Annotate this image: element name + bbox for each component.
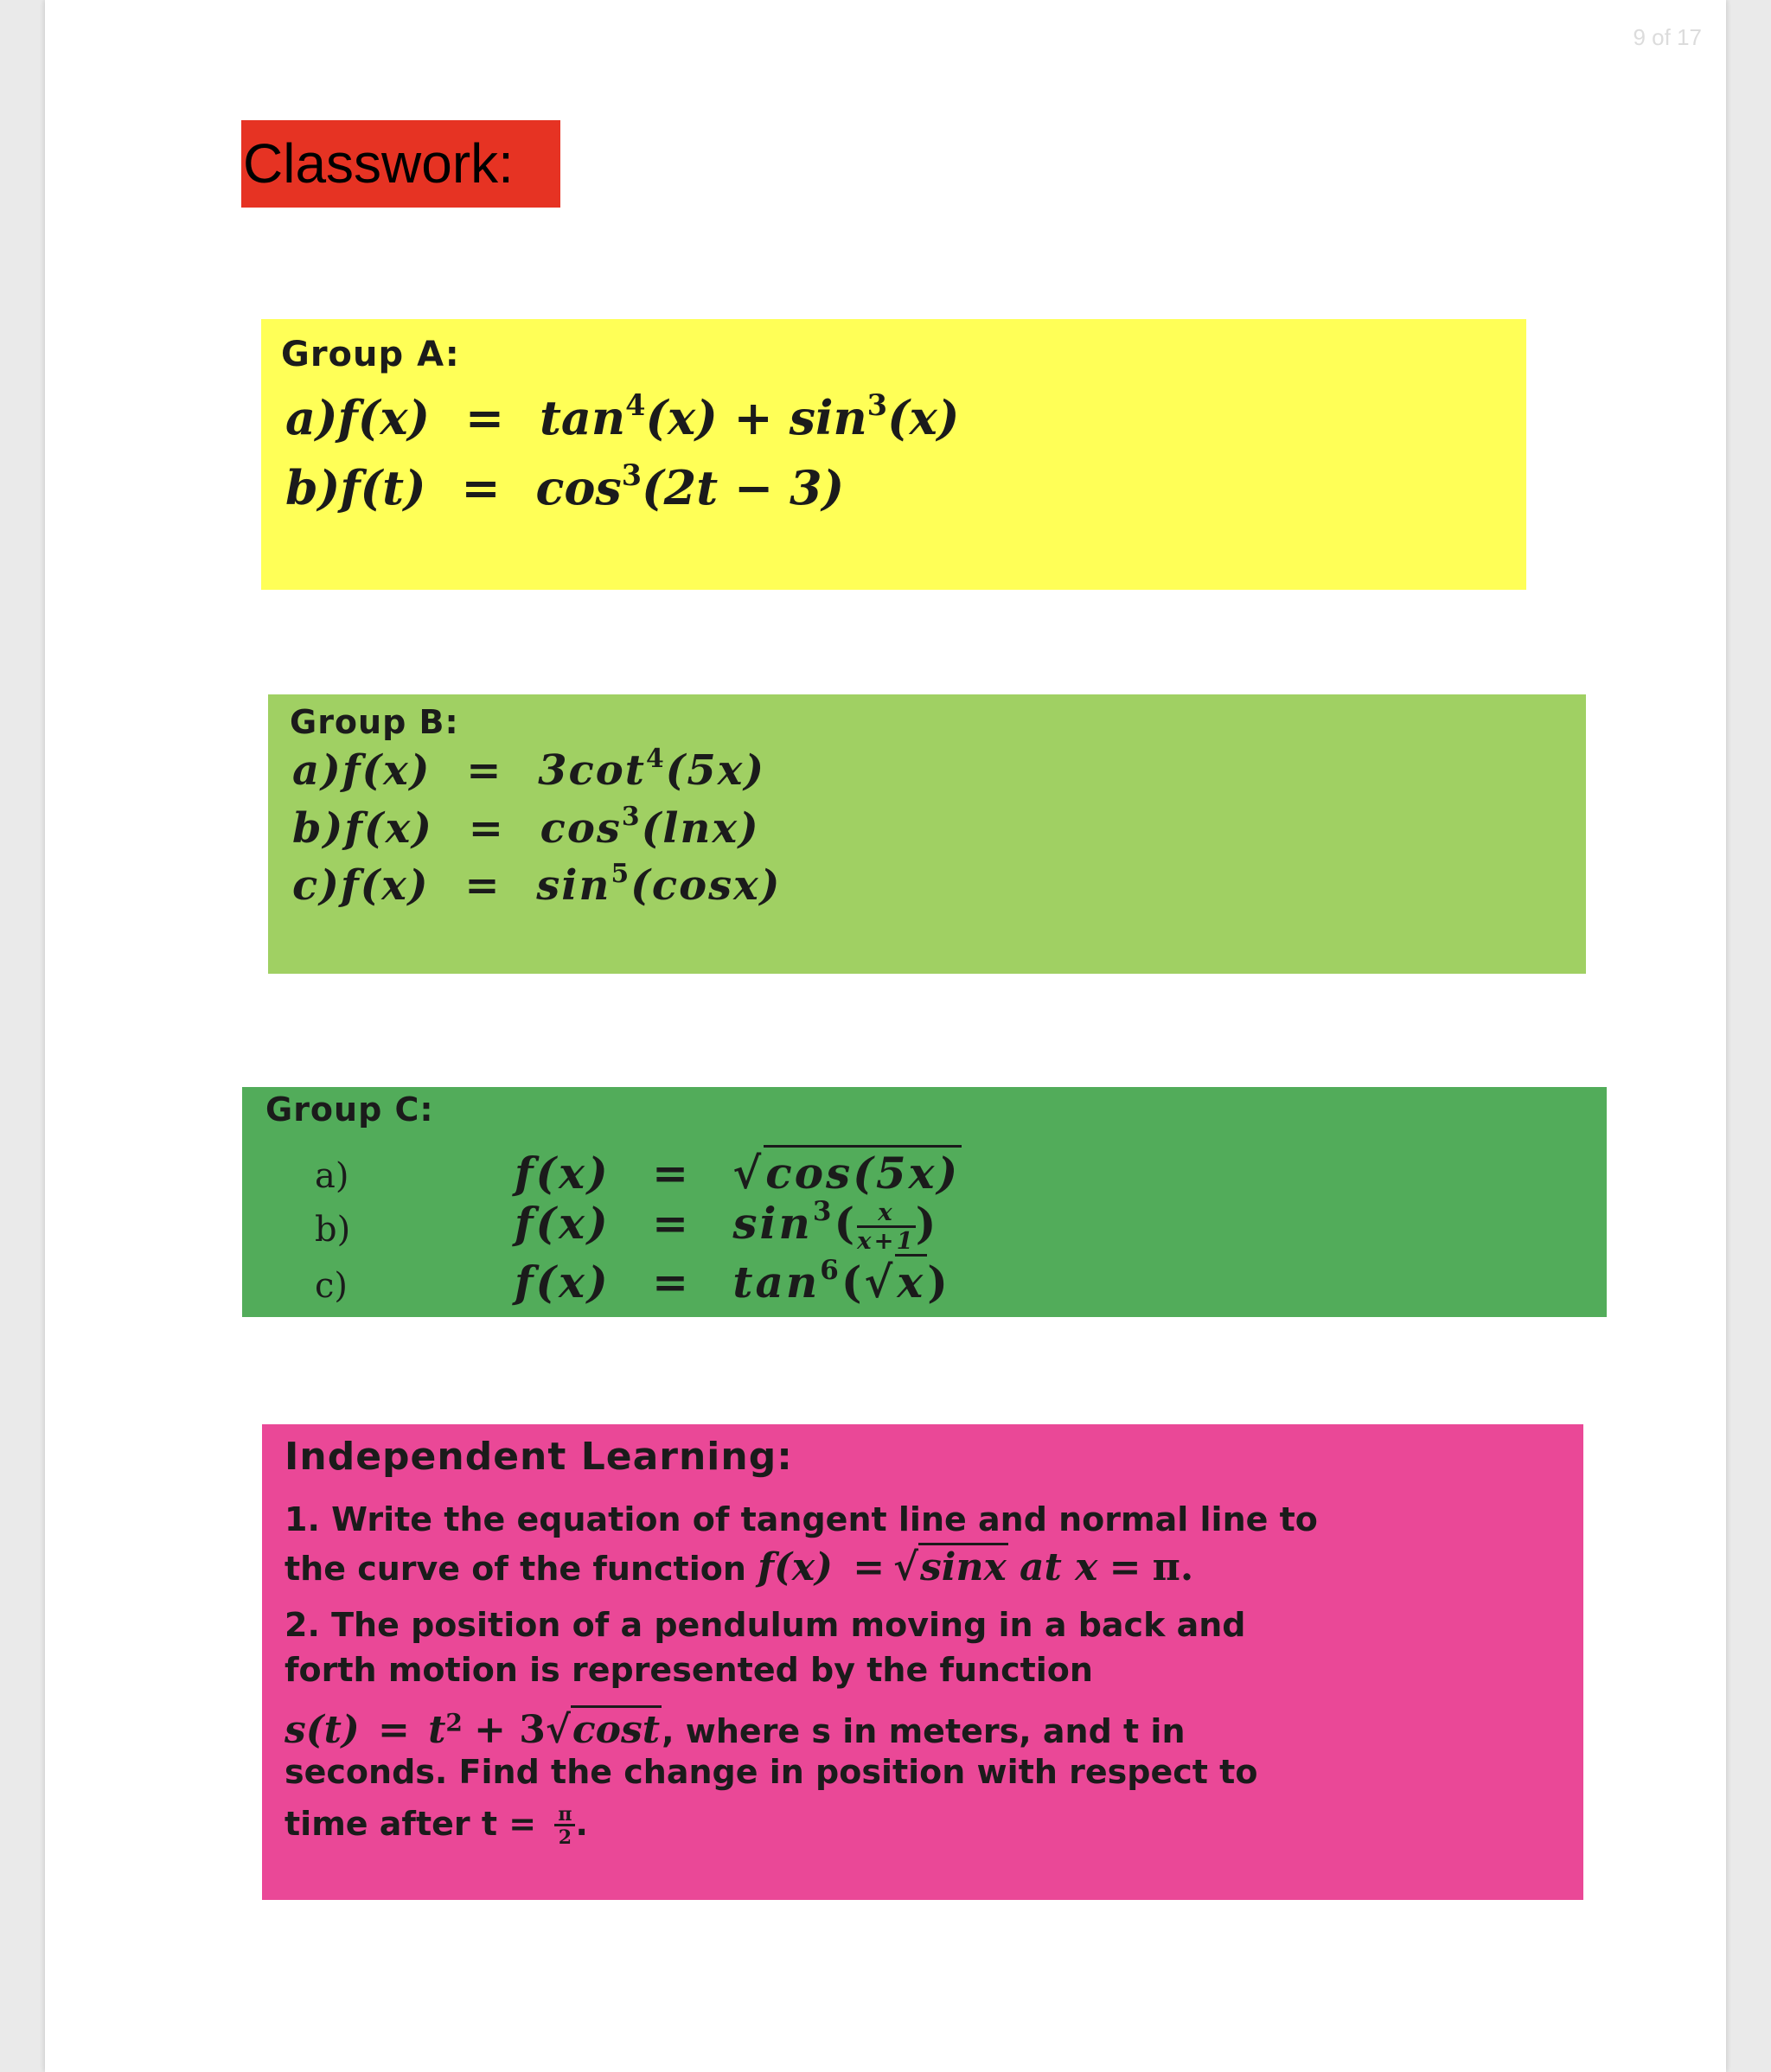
group-b-heading: Group B:: [290, 703, 459, 741]
q2-line-4: seconds. Find the change in position with respect to: [285, 1753, 1258, 1791]
q1-line-1: 1. Write the equation of tangent line and normal line to: [285, 1500, 1318, 1538]
independent-learning-box: [262, 1424, 1583, 1900]
group-c-item-c: $f(x) = \tan^6(√x)$: [515, 1255, 950, 1308]
group-c-label-c: c): [315, 1266, 348, 1306]
group-a-item-b: $b)f(t) = \cos^3(2t - 3)$: [285, 457, 845, 515]
group-a-heading: Group A:: [281, 335, 460, 374]
sqrt-icon: √: [732, 1148, 764, 1199]
independent-heading: Independent Learning:: [285, 1435, 793, 1479]
group-c-label-a: a): [315, 1156, 349, 1196]
item-lhs: f(x): [337, 390, 431, 445]
group-a-item-a: $a)f(x) = \tan^4(x) + \sin^3(x)$: [285, 387, 960, 445]
group-c-item-b: $f(x) = \sin^3$( $\frac{x}{x+1}$ ): [515, 1196, 939, 1255]
document-page: [45, 0, 1726, 2072]
sqrt-icon: √: [893, 1545, 918, 1589]
group-b-box: [268, 694, 1586, 974]
q2-line-5: time after t = $\frac{\pi}{2}$ .: [285, 1803, 588, 1849]
group-b-item-c: $c)f(x) = \sin^5(\cos x)$: [292, 859, 782, 910]
q1-line-2: the curve of the function f(x) = √sinx at x = π.: [285, 1545, 1193, 1589]
group-c-heading: Group C:: [265, 1090, 434, 1129]
group-c-label-b: b): [315, 1210, 351, 1250]
group-c-item-a: f(x) = √cos(5x): [515, 1148, 962, 1199]
group-c-box: [242, 1087, 1607, 1317]
item-label: a): [285, 390, 338, 445]
q2-line-1: 2. The position of a pendulum moving in a back and: [285, 1606, 1246, 1644]
group-b-item-b: $b)f(x) = \cos^3(\ln x)$: [292, 802, 760, 853]
page-counter: 9 of 17: [1633, 24, 1702, 50]
q2-line-2: forth motion is represented by the function: [285, 1651, 1093, 1689]
classwork-title: Classwork:: [241, 120, 560, 208]
group-b-item-a: $a)f(x) = 3\cot^4(5x)$: [292, 744, 766, 795]
sqrt-icon: √: [545, 1708, 571, 1752]
sqrt-icon: √: [864, 1257, 896, 1308]
q2-line-3: $s(t) = t^2 + 3√\cos t$, where s in meters, and t in: [285, 1708, 1186, 1752]
group-a-box: [261, 319, 1526, 590]
